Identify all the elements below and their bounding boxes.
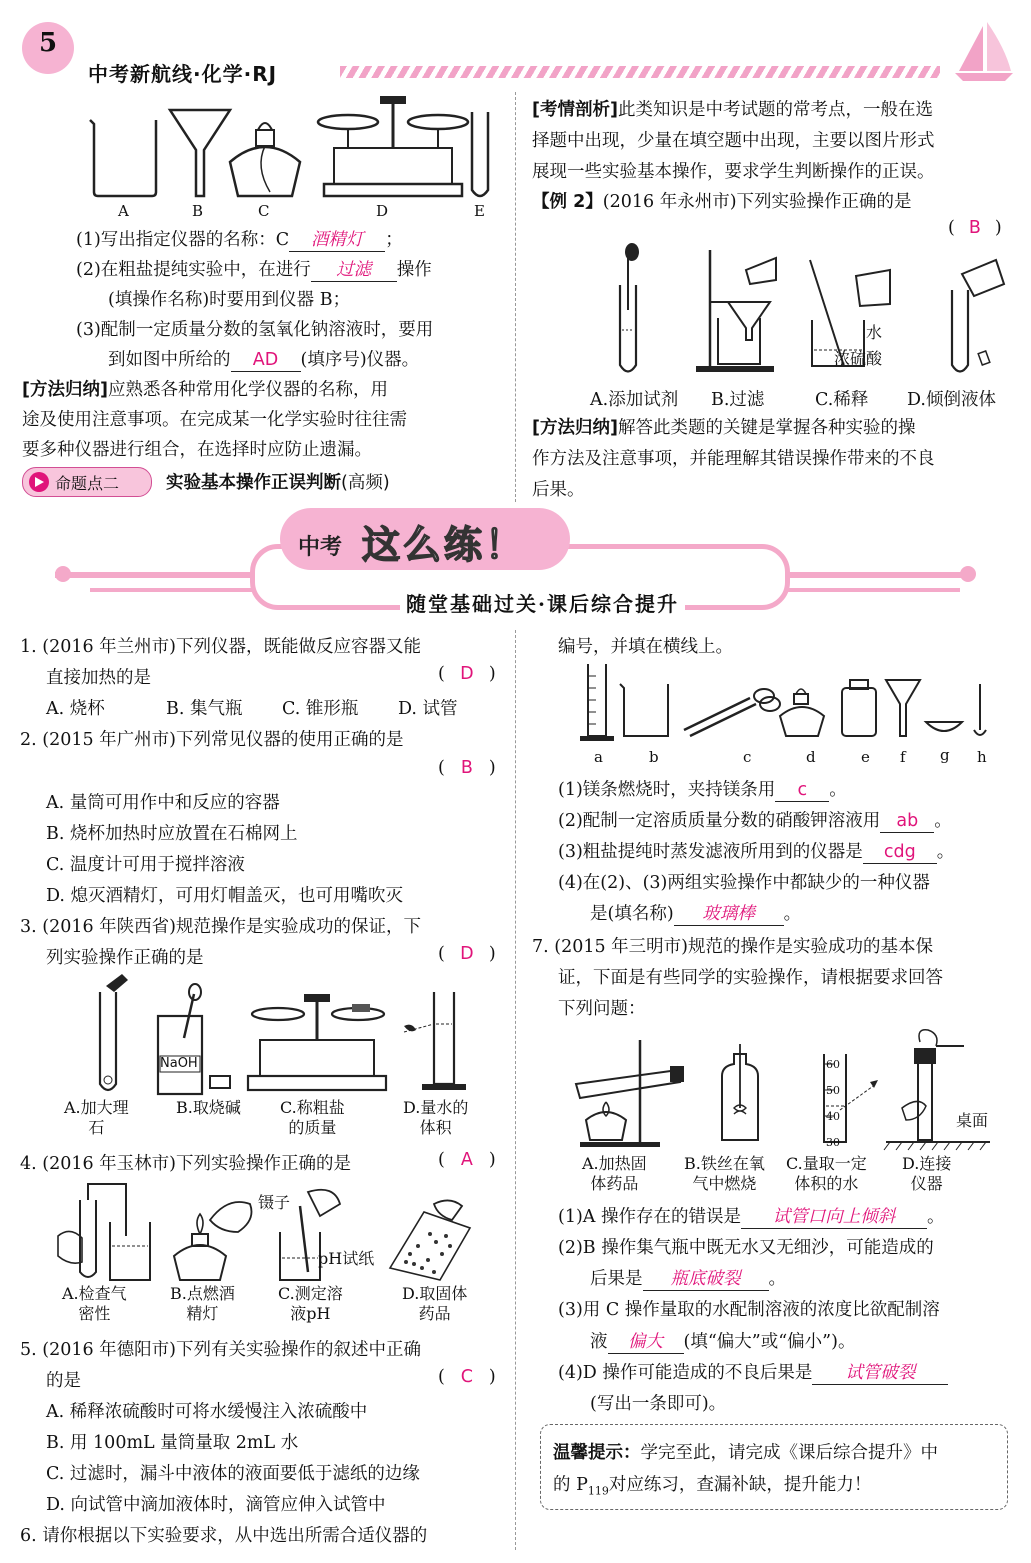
q2-answer: ( B ) <box>438 758 496 778</box>
q2-option-c: C. 温度计可用于搅拌溶液 <box>46 855 245 875</box>
q3-caption-d: D.量水的 体积 <box>403 1098 469 1137</box>
q7-caption-d: D.连接 仪器 <box>902 1154 952 1193</box>
example-2-figure <box>600 240 1010 380</box>
ex2-caption-b: B.过滤 <box>711 390 765 410</box>
analysis-line3: 展现一些实验基本操作，要求学生判断操作的正误。 <box>532 162 935 182</box>
answer-blank: cdg <box>863 842 937 864</box>
method-summary-left-2: 途及使用注意事项。在完成某一化学实验时往往需 <box>22 410 407 430</box>
answer-blank: 瓶底破裂 <box>643 1269 769 1291</box>
example-2-answer: ( B ) <box>948 218 1002 238</box>
answer-blank: AD <box>231 350 301 372</box>
q7-sub3-line2: 液 偏大 (填“偏大”或“偏小”)。 <box>590 1332 856 1352</box>
desk-label: 桌面 <box>956 1111 989 1130</box>
q3-answer: ( D ) <box>438 944 496 964</box>
q7-sub2-line2: 后果是 瓶底破裂 。 <box>590 1269 786 1289</box>
q6-letter-c: c <box>743 748 752 766</box>
q7-line3: 下列问题： <box>558 999 646 1019</box>
q4-caption-c: C.测定溶 液pH <box>278 1284 343 1323</box>
q6-sub4-line2: 是(填名称) 玻璃棒 。 <box>590 904 802 924</box>
banner-big: 这么练！ <box>362 523 527 567</box>
q4-line1: 4. (2016 年玉林市)下列实验操作正确的是 <box>20 1154 352 1174</box>
q5-option-d: D. 向试管中滴加液体时，滴管应伸入试管中 <box>46 1495 386 1515</box>
q7-sub1: (1)A 操作存在的错误是 试管口向上倾斜 。 <box>558 1207 945 1227</box>
ph-paper-label: pH试纸 <box>318 1249 375 1268</box>
q2-option-d: D. 熄灭酒精灯，可用灯帽盖灭，也可用嘴吹灭 <box>46 886 404 906</box>
cyl-mark-40: 40 <box>826 1110 840 1123</box>
tip-line1: 温馨提示：学完至此，请完成《课后综合提升》中 <box>553 1443 938 1463</box>
series-title: 中考新航线·化学·RJ <box>88 62 278 86</box>
method-summary-left-3: 要多种仪器进行组合，在选择时应防止遗漏。 <box>22 440 372 460</box>
q6-sub1: (1)镁条燃烧时，夹持镁条用 c 。 <box>558 780 847 800</box>
q-left-3: (3)配制一定质量分数的氢氧化钠溶液时，要用 <box>76 320 434 340</box>
answer-blank: 玻璃棒 <box>674 904 784 926</box>
ex2-caption-d: D.倾倒液体 <box>907 390 996 410</box>
analysis-line1: [考情剖析]此类知识是中考试题的常考点，一般在选 <box>532 100 933 120</box>
answer-blank: 过滤 <box>311 260 397 282</box>
q5-option-b: B. 用 100mL 量筒量取 2mL 水 <box>46 1433 299 1453</box>
q3-figure <box>60 972 500 1098</box>
topic-title: 实验基本操作正误判断(高频) <box>166 473 390 493</box>
q6-letter-g: g <box>940 746 950 764</box>
label-conc-sulfuric: 浓硫酸 <box>834 349 883 368</box>
q-left-1: (1)写出指定仪器的名称：C 酒精灯 ； <box>76 230 403 250</box>
page-number: 5 <box>38 28 58 58</box>
q7-caption-c: C.量取一定 体积的水 <box>786 1154 867 1193</box>
page-header <box>0 0 1031 90</box>
column-divider-top <box>515 92 516 502</box>
label-water: 水 <box>866 323 883 342</box>
q1-line1: 1. (2016 年兰州市)下列仪器，既能做反应容器又能 <box>20 637 422 657</box>
sailboat-logo <box>945 18 1020 83</box>
q6-sub4: (4)在(2)、(3)两组实验操作中都缺少的一种仪器 <box>558 873 930 893</box>
instrument-letter-e: E <box>474 202 485 220</box>
q-left-3-line2: 到如图中所给的 AD (填序号)仪器。 <box>108 350 420 370</box>
q6-line2: 编号，并填在横线上。 <box>558 637 733 657</box>
instruments-figure-a-e <box>80 92 500 204</box>
q3-caption-c: C.称粗盐 的质量 <box>280 1098 345 1137</box>
answer-blank: 酒精灯 <box>289 230 385 252</box>
q5-line2: 的是 <box>46 1371 81 1391</box>
header-stripe <box>340 66 940 78</box>
q-left-2-line2: (填操作名称)时要用到仪器 B； <box>108 290 351 310</box>
method-summary-right-3: 后果。 <box>532 480 585 500</box>
q2-line1: 2. (2015 年广州市)下列常见仪器的使用正确的是 <box>20 730 404 750</box>
instrument-letter-c: C <box>258 202 270 220</box>
banner-small: 中考 <box>298 535 343 560</box>
answer-blank: 试管破裂 <box>812 1363 948 1385</box>
method-summary-right: [方法归纳]解答此类题的关键是掌握各种实验的操 <box>532 418 916 438</box>
q-left-2: (2)在粗盐提纯实验中，在进行 过滤 操作 <box>76 260 432 280</box>
q7-sub3: (3)用 C 操作量取的水配制溶液的浓度比欲配制溶 <box>558 1300 940 1320</box>
q7-line1: 7. (2015 年三明市)规范的操作是实验成功的基本保 <box>532 937 934 957</box>
q1-option-a: A. 烧杯 <box>46 699 105 719</box>
answer-blank: 试管口向上倾斜 <box>741 1207 927 1229</box>
q6-instruments-figure <box>580 660 1000 746</box>
ex2-caption-a: A.添加试剂 <box>590 390 679 410</box>
q1-line2: 直接加热的是 <box>46 668 151 688</box>
q7-sub4-line2: (写出一条即可)。 <box>590 1394 727 1414</box>
cyl-mark-30: 30 <box>826 1136 840 1149</box>
tip-line2: 的 $P_{119}$对应练习，查漏补缺，提升能力！ <box>553 1475 872 1498</box>
example-2: 【例 2】(2016 年永州市)下列实验操作正确的是 <box>532 192 912 212</box>
instrument-letter-b: B <box>192 202 204 220</box>
naoh-label: NaOH <box>160 1056 198 1071</box>
q4-caption-a: A.检查气 密性 <box>62 1284 127 1323</box>
q1-option-c: C. 锥形瓶 <box>282 699 359 719</box>
tweezers-label: 镊子 <box>258 1193 291 1212</box>
practice-banner <box>0 508 1031 618</box>
q7-sub2: (2)B 操作集气瓶中既无水又无细沙，可能造成的 <box>558 1238 934 1258</box>
q7-line2: 证，下面是有些同学的实验操作，请根据要求回答 <box>558 968 943 988</box>
analysis-line2: 择题中出现，少量在填空题中出现，主要以图片形式 <box>532 131 935 151</box>
answer-blank: ab <box>880 811 934 833</box>
tip-box <box>540 1424 1008 1510</box>
banner-subtitle: 随堂基础过关·课后综合提升 <box>400 588 685 617</box>
answer-blank: c <box>775 780 829 802</box>
q1-option-d: D. 试管 <box>398 699 458 719</box>
instrument-letter-a: A <box>118 202 129 220</box>
q7-caption-a: A.加热固 体药品 <box>582 1154 647 1193</box>
q5-option-a: A. 稀释浓硫酸时可将水缓慢注入浓硫酸中 <box>46 1402 368 1422</box>
q6-letter-h: h <box>977 748 987 766</box>
q6-letter-e: e <box>861 748 870 766</box>
q6-sub3: (3)粗盐提纯时蒸发滤液所用到的仪器是 cdg 。 <box>558 842 955 862</box>
q3-line2: 列实验操作正确的是 <box>46 948 204 968</box>
q6-letter-f: f <box>900 748 906 766</box>
q5-option-c: C. 过滤时，漏斗中液体的液面要低于滤纸的边缘 <box>46 1464 420 1484</box>
q5-answer: ( C ) <box>438 1367 496 1387</box>
q6-letter-a: a <box>594 748 603 766</box>
q3-caption-a: A.加大理 石 <box>64 1098 129 1137</box>
q3-line1: 3. (2016 年陕西省)规范操作是实验成功的保证，下 <box>20 917 422 937</box>
cyl-mark-60: 60 <box>826 1058 840 1071</box>
q7-sub4: (4)D 操作可能造成的不良后果是 试管破裂 <box>558 1359 948 1385</box>
instrument-letter-d: D <box>376 202 389 220</box>
q4-caption-d: D.取固体 药品 <box>402 1284 468 1323</box>
cyl-mark-50: 50 <box>826 1084 840 1097</box>
q1-option-b: B. 集气瓶 <box>166 699 243 719</box>
q7-figure <box>570 1024 1010 1152</box>
ex2-caption-c: C.稀释 <box>815 390 869 410</box>
method-summary-right-2: 作方法及注意事项，并能理解其错误操作带来的不良 <box>532 449 935 469</box>
q2-option-a: A. 量筒可用作中和反应的容器 <box>46 793 280 813</box>
q3-caption-b: B.取烧碱 <box>176 1098 241 1117</box>
q6-letter-d: d <box>806 748 816 766</box>
q6-line1: 6. 请你根据以下实验要求，从中选出所需合适仪器的 <box>20 1526 428 1546</box>
q4-caption-b: B.点燃酒 精灯 <box>170 1284 235 1323</box>
q2-option-b: B. 烧杯加热时应放置在石棉网上 <box>46 824 298 844</box>
topic-badge-label: 命题点二 <box>55 474 120 493</box>
q6-letter-b: b <box>649 748 659 766</box>
q5-line1: 5. (2016 年德阳市)下列有关实验操作的叙述中正确 <box>20 1340 422 1360</box>
q7-caption-b: B.铁丝在氧 气中燃烧 <box>684 1154 765 1193</box>
q4-answer: ( A ) <box>438 1150 496 1170</box>
q6-sub2: (2)配制一定溶质质量分数的硝酸钾溶液用 ab 。 <box>558 811 952 831</box>
answer-blank: 偏大 <box>608 1332 684 1354</box>
column-divider-bottom <box>515 630 516 1550</box>
method-summary-left: [方法归纳]应熟悉各种常用化学仪器的名称，用 <box>22 380 388 400</box>
q1-answer: ( D ) <box>438 664 496 684</box>
topic-badge <box>22 467 152 497</box>
